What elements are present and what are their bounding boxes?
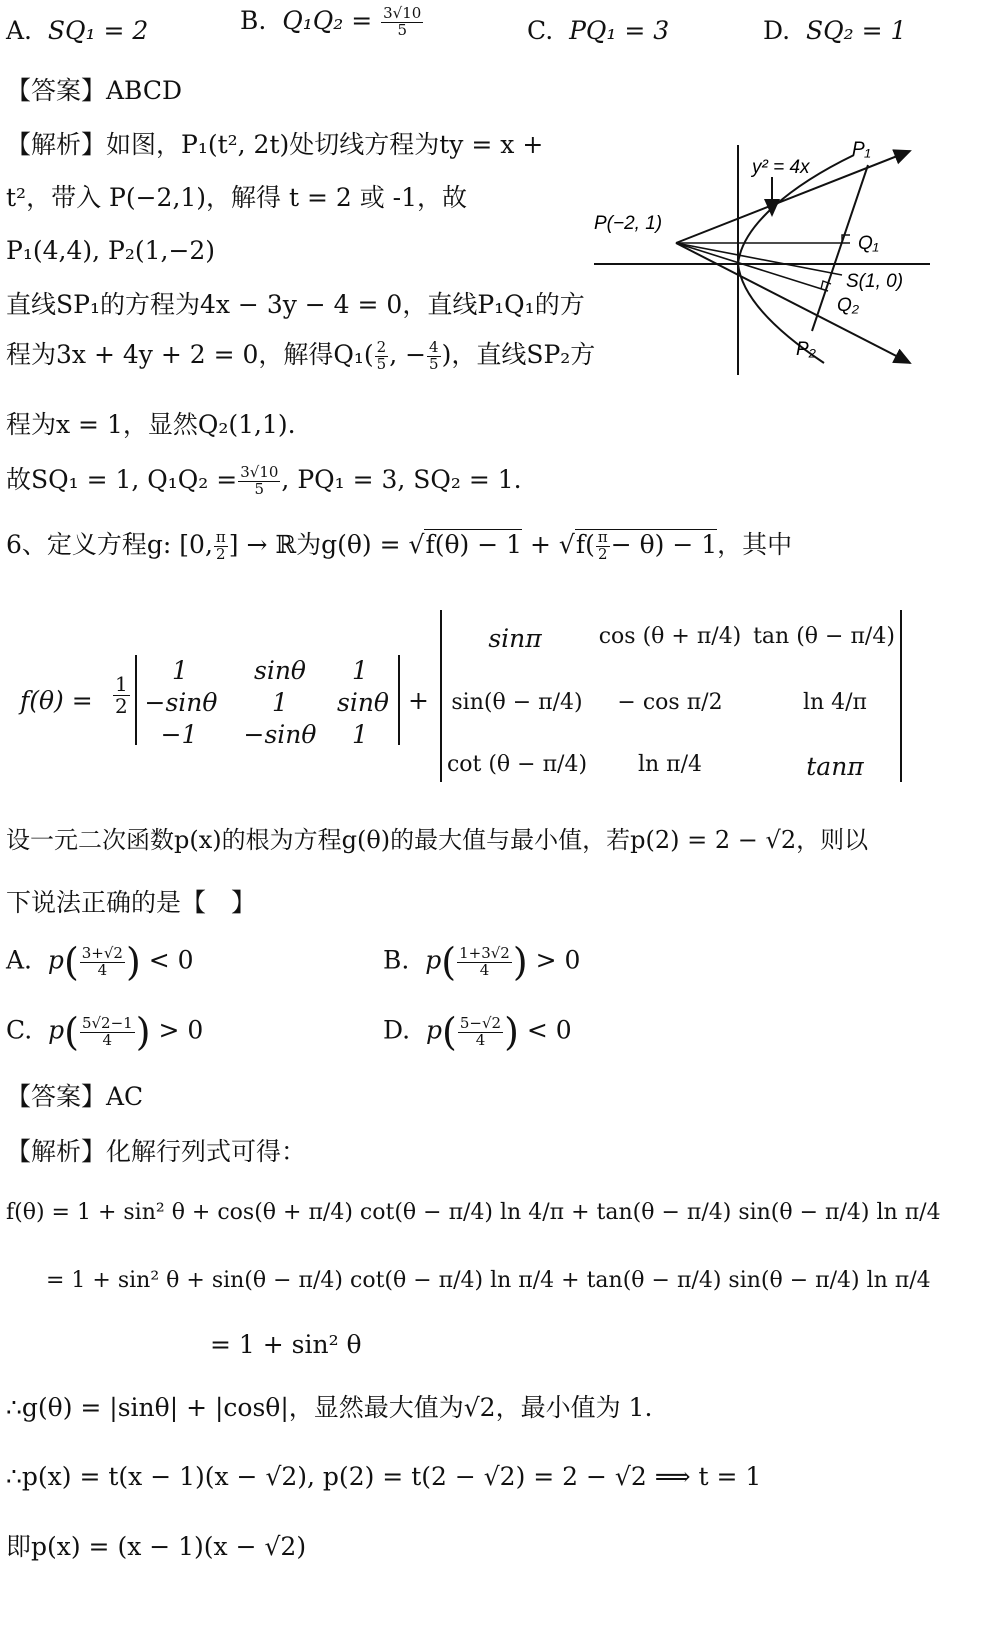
option-label: D. [763,16,791,45]
q6-option-d: D. p( $\frac{5-√2}{4}$ ) < 0 [383,1010,572,1054]
det1-cell: sinθ [337,688,389,717]
q5-option-d [763,16,906,45]
det1-cell: −1 [160,720,198,749]
q6-option-c: C. p( $\frac{5√2-1}{4}$ ) > 0 [6,1010,204,1054]
option-label: B. [240,6,267,35]
q6-answer: 【答案】AC [6,1082,144,1111]
det2-cell: sin(θ − π/4) [451,690,583,715]
option-fraction: $\frac{3√10}{5}$ [383,4,422,39]
q6-conclusion-3: 即p(x) = (x − 1)(x − √2) [6,1532,307,1561]
f-lhs: f(θ) = [20,686,93,715]
det1-cell: 1 [352,656,368,685]
q5-analysis-line-2: t²，带入 P(−2,1)，解得 t = 2 或 -1，故 [6,183,468,212]
q6-option-a: A. p( $\frac{3+√2}{4}$ ) < 0 [6,940,194,984]
option-expr: PQ₁ = 3 [569,16,670,45]
q6-option-b: B. p( $\frac{1+3√2}{4}$ ) > 0 [383,940,581,984]
point-q1-label: Q₁ [858,233,879,254]
f-definition [20,610,940,800]
q6-eq-2: = 1 + sin² θ + sin(θ − π/4) cot(θ − π/4) ln π/4 + tan(θ − π/4) sin(θ − π/4) ln π/4 [46,1268,931,1293]
option-expr: SQ₂ = 1 [806,16,907,45]
q6-eq-1: f(θ) = 1 + sin² θ + cos(θ + π/4) cot(θ − π/4) ln 4/π + tan(θ − π/4) sin(θ − π/4) ln π/4 [6,1200,941,1225]
option-expr: SQ₁ = 2 [47,16,149,45]
q5-analysis-line-4: 直线SP₁的方程为4x − 3y − 4 = 0，直线P₁Q₁的方 [6,290,585,319]
point-q2-label: Q₂ [837,295,860,316]
segment-pq2 [676,243,828,291]
det1-cell: 1 [352,720,368,749]
q5-answer: 【答案】ABCD [6,76,183,105]
q5-analysis-line-1: 【解析】如图，P₁(t², 2t)处切线方程为ty = x + [6,130,544,159]
det2-cell: sinπ [488,624,542,653]
q6-eq-3: = 1 + sin² θ [210,1330,362,1359]
det1-cell: 1 [172,656,188,685]
det1-cell: −sinθ [243,720,317,749]
det2-cell: ln π/4 [637,752,703,777]
point-s-label: S(1, 0) [846,271,904,292]
q6-conclusion-1: ∴g(θ) = |sinθ| + |cosθ|，显然最大值为√2，最小值为 1. [6,1393,653,1422]
point-p-label: P(−2, 1) [594,213,663,234]
det2-cell: ln 4/π [802,690,868,715]
half-fraction: $\frac{1}{2}$ [115,672,128,718]
option-label: A. [6,16,33,45]
segment-ps [676,243,842,275]
parabola-figure [592,125,932,385]
option-expr: Q₁Q₂ = [282,6,373,35]
q5-analysis-line-5: 程为3x + 4y + 2 = 0，解得Q₁( $\frac{2}{5}$ , − $\frac{4}{5}$ )，直线SP₂方 [6,338,596,373]
point-p2-label: P₂ [796,339,816,360]
det1-cell: −sinθ [144,688,218,717]
q5-analysis-line-7: 故SQ₁ = 1, Q₁Q₂ = $\frac{3√10}{5}$ , PQ₁ = 3, SQ₂ = 1. [6,463,522,498]
det1-cell: sinθ [254,656,306,685]
plus-sign: + [408,686,429,715]
det2-cell: tan (θ − π/4) [753,624,895,649]
q6-stem-2: 下说法正确的是【 】 [6,888,257,917]
q6-conclusion-2: ∴p(x) = t(x − 1)(x − √2), p(2) = t(2 − √2) = 2 − √2 ⟹ t = 1 [6,1462,762,1491]
det1-cell: 1 [272,688,288,717]
det2-cell: tanπ [806,752,864,781]
q5-option-c [527,16,669,45]
curve-label: y² = 4x [752,157,810,178]
q5-analysis-line-6: 程为x = 1，显然Q₂(1,1). [6,410,296,439]
point-p1-label: P₁ [852,139,871,160]
q6-analysis-head: 【解析】化解行列式可得： [6,1137,307,1166]
q6-intro: 6、定义方程g: [0, $\frac{\pi}{2}$ ] → ℝ为g(θ) = √f(θ) − 1 + √f( $\frac{\pi}{2}$ − θ) − 1，其中 [6,528,793,563]
det2-cell: cos (θ + π/4) [598,624,742,649]
q5-option-b [240,6,424,39]
tangent-line-2 [676,243,910,363]
det2-cell: cot (θ − π/4) [446,752,588,777]
q5-analysis-line-3: P₁(4,4), P₂(1,−2) [6,236,216,265]
option-label: C. [527,16,554,45]
det2-cell: − cos π/2 [617,690,723,715]
q6-stem-1: 设一元二次函数p(x)的根为方程g(θ)的最大值与最小值，若p(2) = 2 − √2，则以 [6,826,869,854]
q5-option-a [6,16,148,45]
